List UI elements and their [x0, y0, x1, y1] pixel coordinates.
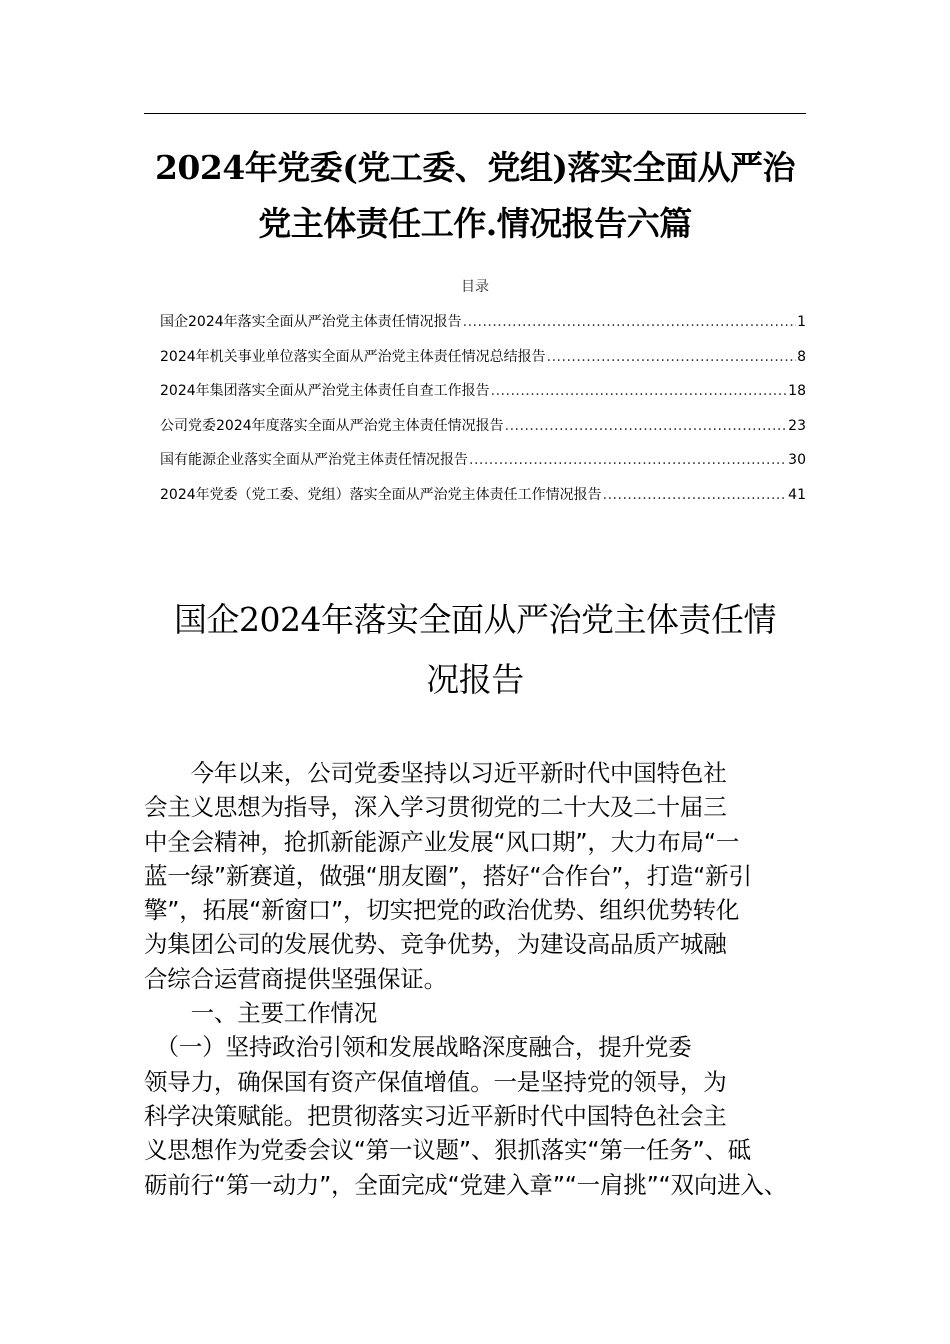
toc-leader-dots: [505, 416, 788, 436]
section-title: [120, 590, 830, 710]
toc-entry-page: 30: [788, 452, 806, 469]
body-line: 义思想作为党委会议“第一议题”、狠抓落实“第一任务”、砥: [144, 1136, 752, 1165]
body-line: （一）坚持政治引领和发展战略深度融合，提升党委: [144, 1033, 692, 1062]
toc-leader-dots: [547, 347, 796, 367]
toc-entry[interactable]: [160, 450, 806, 485]
document-title: [120, 140, 830, 252]
toc-entry-title: 国企2024年落实全面从严治党主体责任情况报告: [160, 314, 462, 330]
body-line: 领导力，确保国有资产保值增值。一是坚持党的领导，为: [144, 1067, 727, 1096]
toc-leader-dots: [491, 381, 788, 401]
document-title-line: 党主体责任工作.情况报告六篇: [258, 204, 692, 243]
toc-entry-page: 1: [797, 314, 806, 330]
body-line: 砺前行“第一动力”，全面完成“党建入章”“一肩挑”“双向进入、: [144, 1170, 788, 1199]
toc-entry-page: 8: [797, 348, 806, 365]
section-title-line: 况报告: [426, 660, 524, 699]
document-title-line: 2024年党委(党工委、党组)落实全面从严治: [154, 148, 796, 187]
toc-leader-dots: [463, 312, 796, 332]
toc-entry-title: 公司党委2024年度落实全面从严治党主体责任情况报告: [160, 417, 504, 434]
header-rule: [144, 113, 806, 114]
toc-entry[interactable]: [160, 416, 806, 451]
toc-entry-page: 41: [788, 486, 806, 503]
body-line: 擎”，拓展“新窗口”，切实把党的政治优势、组织优势转化: [144, 896, 740, 925]
body-line: 会主义思想为指导，深入学习贯彻党的二十大及二十届三: [144, 793, 727, 822]
table-of-contents: [160, 312, 806, 520]
section-body: [144, 756, 824, 1202]
toc-entry-title: 2024年集团落实全面从严治党主体责任自查工作报告: [160, 383, 490, 400]
toc-leader-dots: [469, 450, 787, 470]
toc-leader-dots: [603, 485, 788, 505]
toc-entry[interactable]: [160, 347, 806, 382]
body-line: 中全会精神，抢抓新能源产业发展“风口期”，大力布局“一: [144, 827, 740, 856]
toc-entry-page: 23: [788, 417, 806, 434]
toc-entry-page: 18: [788, 383, 806, 400]
body-line: 今年以来，公司党委坚持以习近平新时代中国特色社: [144, 759, 727, 787]
body-line: 为集团公司的发展优势、竞争优势，为建设高品质产城融: [144, 930, 727, 959]
subheading-line: 一、主要工作情况: [144, 999, 377, 1028]
toc-entry-title: 2024年党委（党工委、党组）落实全面从严治党主体责任工作情况报告: [160, 486, 602, 503]
toc-entry[interactable]: [160, 485, 806, 520]
body-line: 蓝一绿”新赛道，做强“朋友圈”，搭好“合作台”，打造“新引: [144, 861, 752, 890]
toc-entry-title: 国有能源企业落实全面从严治党主体责任情况报告: [160, 452, 468, 469]
toc-entry-title: 2024年机关事业单位落实全面从严治党主体责任情况总结报告: [160, 348, 546, 365]
body-line: 科学决策赋能。把贯彻落实习近平新时代中国特色社会主: [144, 1101, 727, 1130]
toc-entry[interactable]: [160, 312, 806, 347]
toc-entry[interactable]: [160, 381, 806, 416]
toc-heading: 目录: [461, 279, 489, 295]
section-title-line: 国企2024年落实全面从严治党主体责任情: [174, 600, 776, 639]
body-line: 合综合运营商提供坚强保证。: [144, 964, 447, 993]
